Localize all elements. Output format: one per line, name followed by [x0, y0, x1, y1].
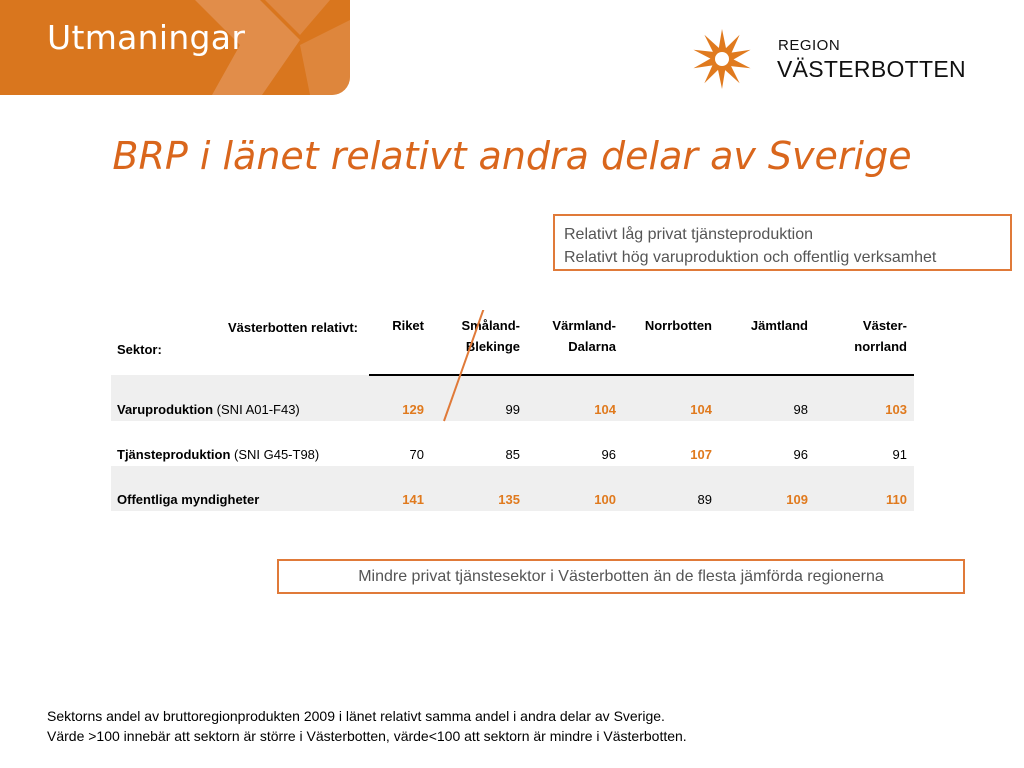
logo-text-name: VÄSTERBOTTEN: [777, 56, 966, 82]
note-line-2: Relativt hög varuproduktion och offentlig verksamhet: [564, 249, 937, 266]
footnote-line-2: Värde >100 innebär att sektorn är större i Västerbotten, värde<100 att sektorn är mindre i Västerbotten.: [47, 728, 687, 744]
note-line-1: Relativt låg privat tjänsteproduktion: [564, 226, 814, 243]
value-cell: 96: [601, 447, 616, 462]
slide-title: BRP i länet relativt andra delar av Sverige: [112, 134, 912, 178]
value-cell: 89: [623, 466, 719, 511]
value-cell: 85: [505, 447, 520, 462]
note-box: [553, 214, 1012, 271]
sector-label: Sektor:: [117, 342, 162, 357]
logo-text-region: REGION: [778, 37, 841, 54]
sector-name-cell: Varuproduktion (SNI A01-F43): [111, 375, 369, 421]
value-cell: 109: [719, 466, 815, 511]
value-cell: 91: [892, 447, 907, 462]
summary-box: Mindre privat tjänstesektor i Västerbotten än de flesta jämförda regionerna: [277, 559, 965, 594]
value-cell: 110: [815, 466, 914, 511]
column-header: Jämtland: [719, 310, 815, 375]
value-cell: 100: [527, 466, 623, 511]
column-header: Småland- Blekinge: [431, 310, 527, 375]
value-cell: 70: [409, 447, 424, 462]
value-cell: 99: [431, 375, 527, 421]
value-cell: 141: [369, 466, 431, 511]
section-title: Utmaningar: [47, 18, 246, 57]
value-cell: 103: [815, 375, 914, 421]
value-cell: 98: [719, 375, 815, 421]
annotation-line: [111, 310, 914, 510]
column-header: Väster- norrland: [815, 310, 914, 375]
value-cell: 96: [793, 447, 808, 462]
column-header: Värmland- Dalarna: [527, 310, 623, 375]
region-logo: [688, 27, 978, 91]
value-cell: 104: [623, 375, 719, 421]
relative-label: Västerbotten relativt:: [227, 320, 358, 335]
footnote: [47, 706, 687, 746]
column-header: Norrbotten: [623, 310, 719, 375]
value-cell: 104: [527, 375, 623, 421]
value-cell: 107: [690, 447, 712, 462]
data-table-container: [111, 310, 914, 511]
column-header: Riket: [369, 310, 431, 375]
header-banner: [0, 0, 350, 95]
star-logo-icon: [688, 27, 758, 91]
value-cell: 129: [369, 375, 431, 421]
sector-name-cell: Offentliga myndigheter: [111, 466, 369, 511]
footnote-line-1: Sektorns andel av bruttoregionprodukten 2009 i länet relativt samma andel i andra delar av Sverige.: [47, 708, 665, 724]
sector-name-cell: Tjänsteproduktion (SNI G45-T98): [117, 447, 320, 462]
value-cell: 135: [431, 466, 527, 511]
